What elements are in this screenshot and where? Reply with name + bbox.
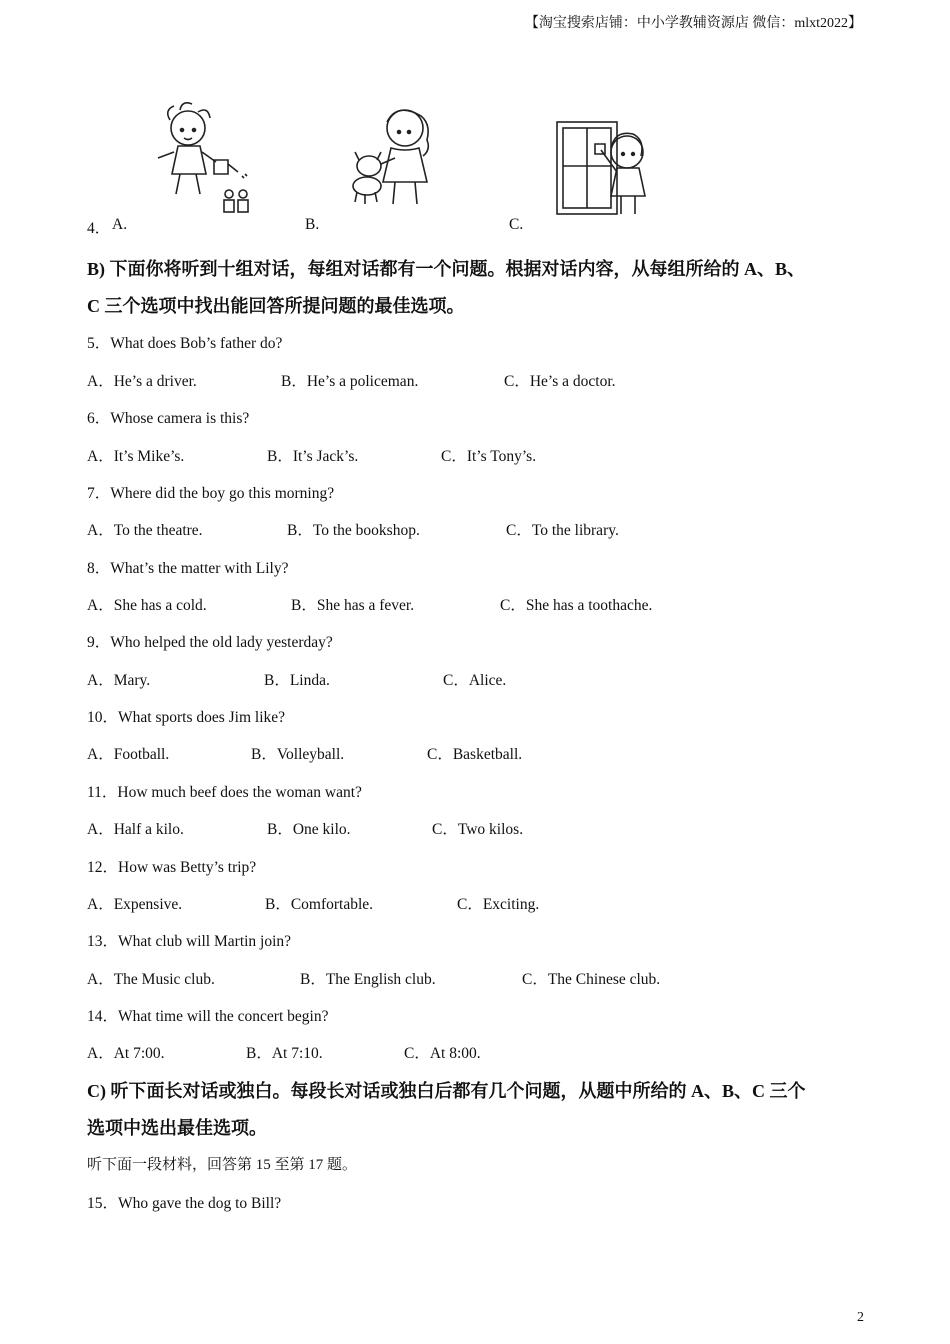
- option-c: C．To the library.: [506, 522, 619, 539]
- option-a: A．Half a kilo.: [87, 821, 184, 838]
- option-c: C．Basketball.: [427, 746, 523, 763]
- option-a: A．He’s a driver.: [87, 373, 197, 390]
- question-stem: 10．What sports does Jim like?: [87, 709, 286, 726]
- q4-number: 4．: [87, 220, 111, 237]
- option-a: A．Football.: [87, 746, 170, 763]
- section-c-note: 听下面一段材料，回答第 15 至第 17 题。: [87, 1157, 358, 1173]
- q4-option-c: C.: [509, 216, 524, 233]
- page-number: 2: [857, 1310, 864, 1325]
- option-b: B．At 7:10.: [246, 1045, 323, 1062]
- q4-option-a: A.: [112, 216, 128, 233]
- q4-option-b: B.: [305, 216, 320, 233]
- question-stem: 5．What does Bob’s father do?: [87, 335, 283, 352]
- question-stem: 6．Whose camera is this?: [87, 410, 250, 427]
- question-stem: 11．How much beef does the woman want?: [87, 784, 362, 801]
- girl-watering-image: [150, 100, 260, 218]
- option-c: C．The Chinese club.: [522, 971, 661, 988]
- section-b-instruction-line1: B) 下面你将听到十组对话，每组对话都有一个问题。根据对话内容，从每组所给的 A、B、: [87, 259, 806, 279]
- question-stem: 7．Where did the boy go this morning?: [87, 485, 335, 502]
- option-b: B．Linda.: [264, 672, 330, 689]
- option-b: B．Comfortable.: [265, 896, 374, 913]
- option-a: A．The Music club.: [87, 971, 215, 988]
- option-b: B．To the bookshop.: [287, 522, 420, 539]
- option-a: A．Mary.: [87, 672, 151, 689]
- option-b: B．It’s Jack’s.: [267, 448, 359, 465]
- option-c: C．Exciting.: [457, 896, 540, 913]
- option-c: C．Alice.: [443, 672, 507, 689]
- option-c: C．It’s Tony’s.: [441, 448, 537, 465]
- question-stem: 14．What time will the concert begin?: [87, 1008, 329, 1025]
- option-b: B．One kilo.: [267, 821, 351, 838]
- section-c-instruction-line2: 选项中选出最佳选项。: [87, 1118, 267, 1138]
- section-c-instruction-line1: C) 听下面长对话或独白。每段长对话或独白后都有几个问题，从题中所给的 A、B、C 三个: [87, 1081, 806, 1101]
- option-a: A．Expensive.: [87, 896, 183, 913]
- woman-feeding-dog-image: [345, 102, 455, 208]
- section-b-instruction-line2: C 三个选项中找出能回答所提问题的最佳选项。: [87, 296, 465, 316]
- question-stem: 9．Who helped the old lady yesterday?: [87, 634, 333, 651]
- option-a: A．It’s Mike’s.: [87, 448, 185, 465]
- option-b: B．Volleyball.: [251, 746, 345, 763]
- girl-cleaning-window-image: [553, 118, 653, 218]
- option-c: C．At 8:00.: [404, 1045, 481, 1062]
- question-stem: 8．What’s the matter with Lily?: [87, 560, 289, 577]
- page-header: 【淘宝搜索店铺：中小学教辅资源店 微信：mlxt2022】: [524, 16, 862, 31]
- option-a: A．To the theatre.: [87, 522, 203, 539]
- option-b: B．She has a fever.: [291, 597, 415, 614]
- question-stem: 13．What club will Martin join?: [87, 933, 292, 950]
- option-c: C．Two kilos.: [432, 821, 524, 838]
- option-a: A．She has a cold.: [87, 597, 207, 614]
- question-stem: 12．How was Betty’s trip?: [87, 859, 257, 876]
- option-b: B．He’s a policeman.: [281, 373, 419, 390]
- option-a: A．At 7:00.: [87, 1045, 165, 1062]
- option-c: C．She has a toothache.: [500, 597, 653, 614]
- option-b: B．The English club.: [300, 971, 436, 988]
- question-stem: 15．Who gave the dog to Bill?: [87, 1195, 282, 1212]
- option-c: C．He’s a doctor.: [504, 373, 616, 390]
